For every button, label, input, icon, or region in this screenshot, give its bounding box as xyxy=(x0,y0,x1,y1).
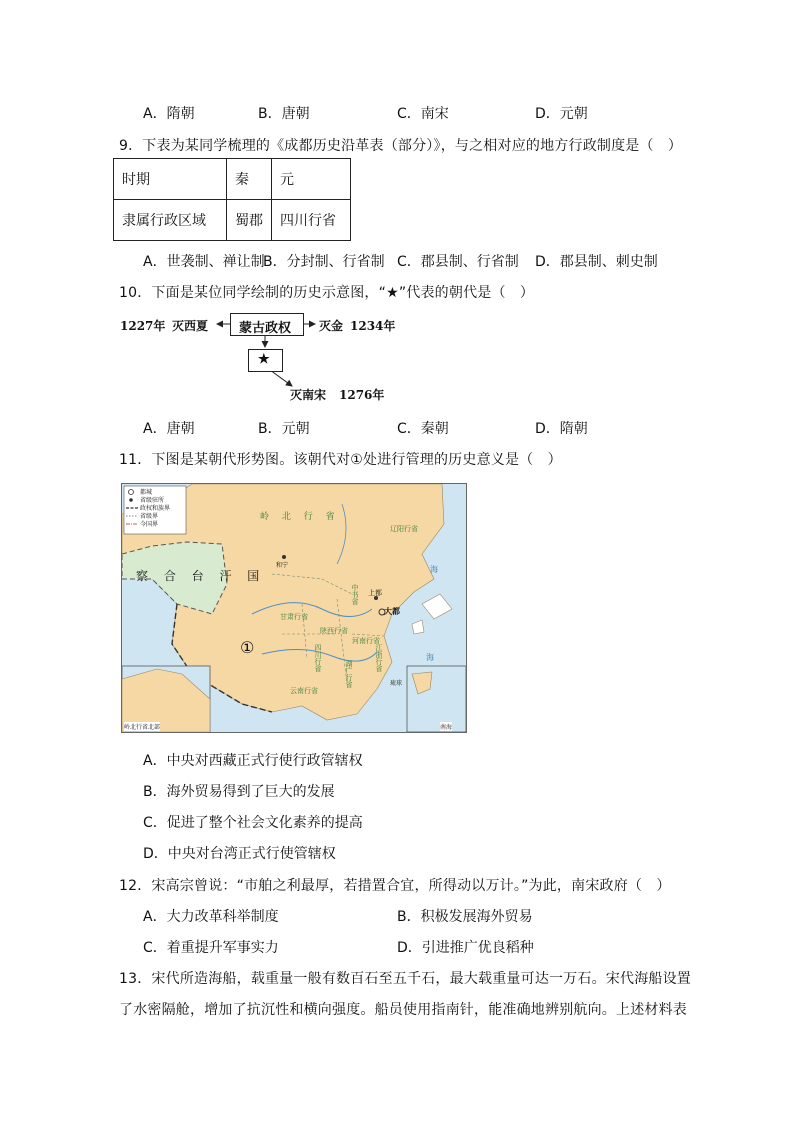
q10-option-b[interactable]: B．元朝 xyxy=(258,421,310,437)
q10-stem: 10．下面是某位同学绘制的历史示意图，“★”代表的朝代是（ ） xyxy=(119,285,535,301)
table-cell: 元 xyxy=(272,159,351,200)
legend-label: 省级界 xyxy=(140,513,159,520)
q8-option-d[interactable]: D．元朝 xyxy=(535,106,588,122)
q13-line-1: 13．宋代所造海船，载重量一般有数百石至五千石，最大载重量可达一万石。宋代海船设置 xyxy=(119,971,692,987)
q9-option-b[interactable]: B．分封制、行省制 xyxy=(263,254,385,270)
map-label-gansu: 甘肃行省 xyxy=(280,613,308,621)
map-label-liuqiu: 琉球 xyxy=(390,680,403,687)
q12-option-b[interactable]: B．积极发展海外贸易 xyxy=(397,909,533,925)
q12-option-d[interactable]: D．引进推广优良稻种 xyxy=(397,940,534,956)
legend-label: 今国界 xyxy=(140,521,159,528)
map-label-dadu: 大都 xyxy=(384,607,400,616)
table-cell: 蜀郡 xyxy=(227,200,272,241)
table-cell: 隶属行政区域 xyxy=(114,200,227,241)
map-label-sea: 海 xyxy=(430,565,438,574)
star-box xyxy=(248,349,283,372)
map-label-sea: 海 xyxy=(426,653,434,662)
q8-option-b[interactable]: B．唐朝 xyxy=(258,106,310,122)
history-table xyxy=(113,158,351,241)
map-label-henan: 河南行省 xyxy=(352,637,380,645)
map-label-jiangzhe: 江浙行省 xyxy=(375,644,383,672)
q10-option-d[interactable]: D．隋朝 xyxy=(535,421,588,437)
q13-line-2: 了水密隔舱，增加了抗沉性和横向强度。船员使用指南针，能准确地辨别航向。上述材料表 xyxy=(119,1002,687,1018)
map-label-yunnan: 云南行省 xyxy=(290,687,318,695)
table-cell: 时期 xyxy=(114,159,227,200)
legend-label: 政权和族界 xyxy=(140,505,171,512)
year-left: 1227年 xyxy=(120,319,166,333)
map-label-shaanxi: 陕西行省 xyxy=(320,627,348,635)
q12-option-c[interactable]: C．着重提升军事实力 xyxy=(143,940,279,956)
q11-option-c[interactable]: C．促进了整个社会文化素养的提高 xyxy=(143,815,363,831)
q9-stem: 9．下表为某同学梳理的《成都历史沿革表（部分）》，与之相对应的地方行政制度是（ ） xyxy=(119,138,683,154)
star-icon: ★ xyxy=(258,352,270,367)
map-label-shangdu: 上都 xyxy=(368,589,382,597)
table-row xyxy=(114,200,351,241)
table-cell: 四川行省 xyxy=(272,200,351,241)
table-row xyxy=(114,159,351,200)
event-bottom: 灭南宋 xyxy=(290,388,327,402)
q9-option-c[interactable]: C．郡县制、行省制 xyxy=(397,254,519,270)
q11-stem: 11．下图是某朝代形势图。该朝代对①处进行管理的历史意义是（ ） xyxy=(119,452,562,468)
map-label-circle1: ① xyxy=(240,638,255,657)
q8-option-a[interactable]: A．隋朝 xyxy=(143,106,195,122)
mongol-box xyxy=(230,313,304,336)
map-label-chahetai: 察 合 台 汗 国 xyxy=(136,569,266,583)
legend-label: 都城 xyxy=(140,489,153,496)
inset-label-right: 南海 xyxy=(440,724,453,731)
q10-option-a[interactable]: A．唐朝 xyxy=(143,421,195,437)
q11-option-b[interactable]: B．海外贸易得到了巨大的发展 xyxy=(143,784,335,800)
year-bottom: 1276年 xyxy=(339,388,385,402)
q11-option-d[interactable]: D．中央对台湾正式行使管辖权 xyxy=(143,846,336,862)
yuan-dynasty-map xyxy=(121,483,467,733)
map-label-liaoyang: 辽阳行省 xyxy=(390,525,418,533)
map-label-zhongshu: 中书省 xyxy=(351,584,359,605)
dynasty-flow-diagram xyxy=(110,306,410,406)
event-right: 灭金 xyxy=(319,319,344,333)
center-label: 蒙古政权 xyxy=(239,321,292,336)
q10-option-c[interactable]: C．秦朝 xyxy=(397,421,449,437)
map-label-helin: 和宁 xyxy=(276,562,289,569)
q11-option-a[interactable]: A．中央对西藏正式行使行政管辖权 xyxy=(143,753,363,769)
table-cell: 秦 xyxy=(227,159,272,200)
map-label-sichuan: 四川行省 xyxy=(314,644,322,672)
inset-label-left: 岭北行省北部 xyxy=(124,724,161,731)
map-label-lingbei: 岭 北 行 省 xyxy=(260,512,340,522)
q9-option-a[interactable]: A．世袭制、禅让制 xyxy=(143,254,265,270)
q8-option-c[interactable]: C．南宋 xyxy=(397,106,449,122)
q12-stem: 12．宋高宗曾说：“市舶之利最厚，若措置合宜，所得动以万计。”为此，南宋政府（ ） xyxy=(119,878,671,894)
year-right: 1234年 xyxy=(350,319,396,333)
q9-option-d[interactable]: D．郡县制、刺史制 xyxy=(535,254,658,270)
legend-label: 省级驻所 xyxy=(140,497,165,504)
q12-option-a[interactable]: A．大力改革科举制度 xyxy=(143,909,279,925)
event-left: 灭西夏 xyxy=(172,319,209,333)
map-label-huguang: 湖广行省 xyxy=(345,660,353,688)
